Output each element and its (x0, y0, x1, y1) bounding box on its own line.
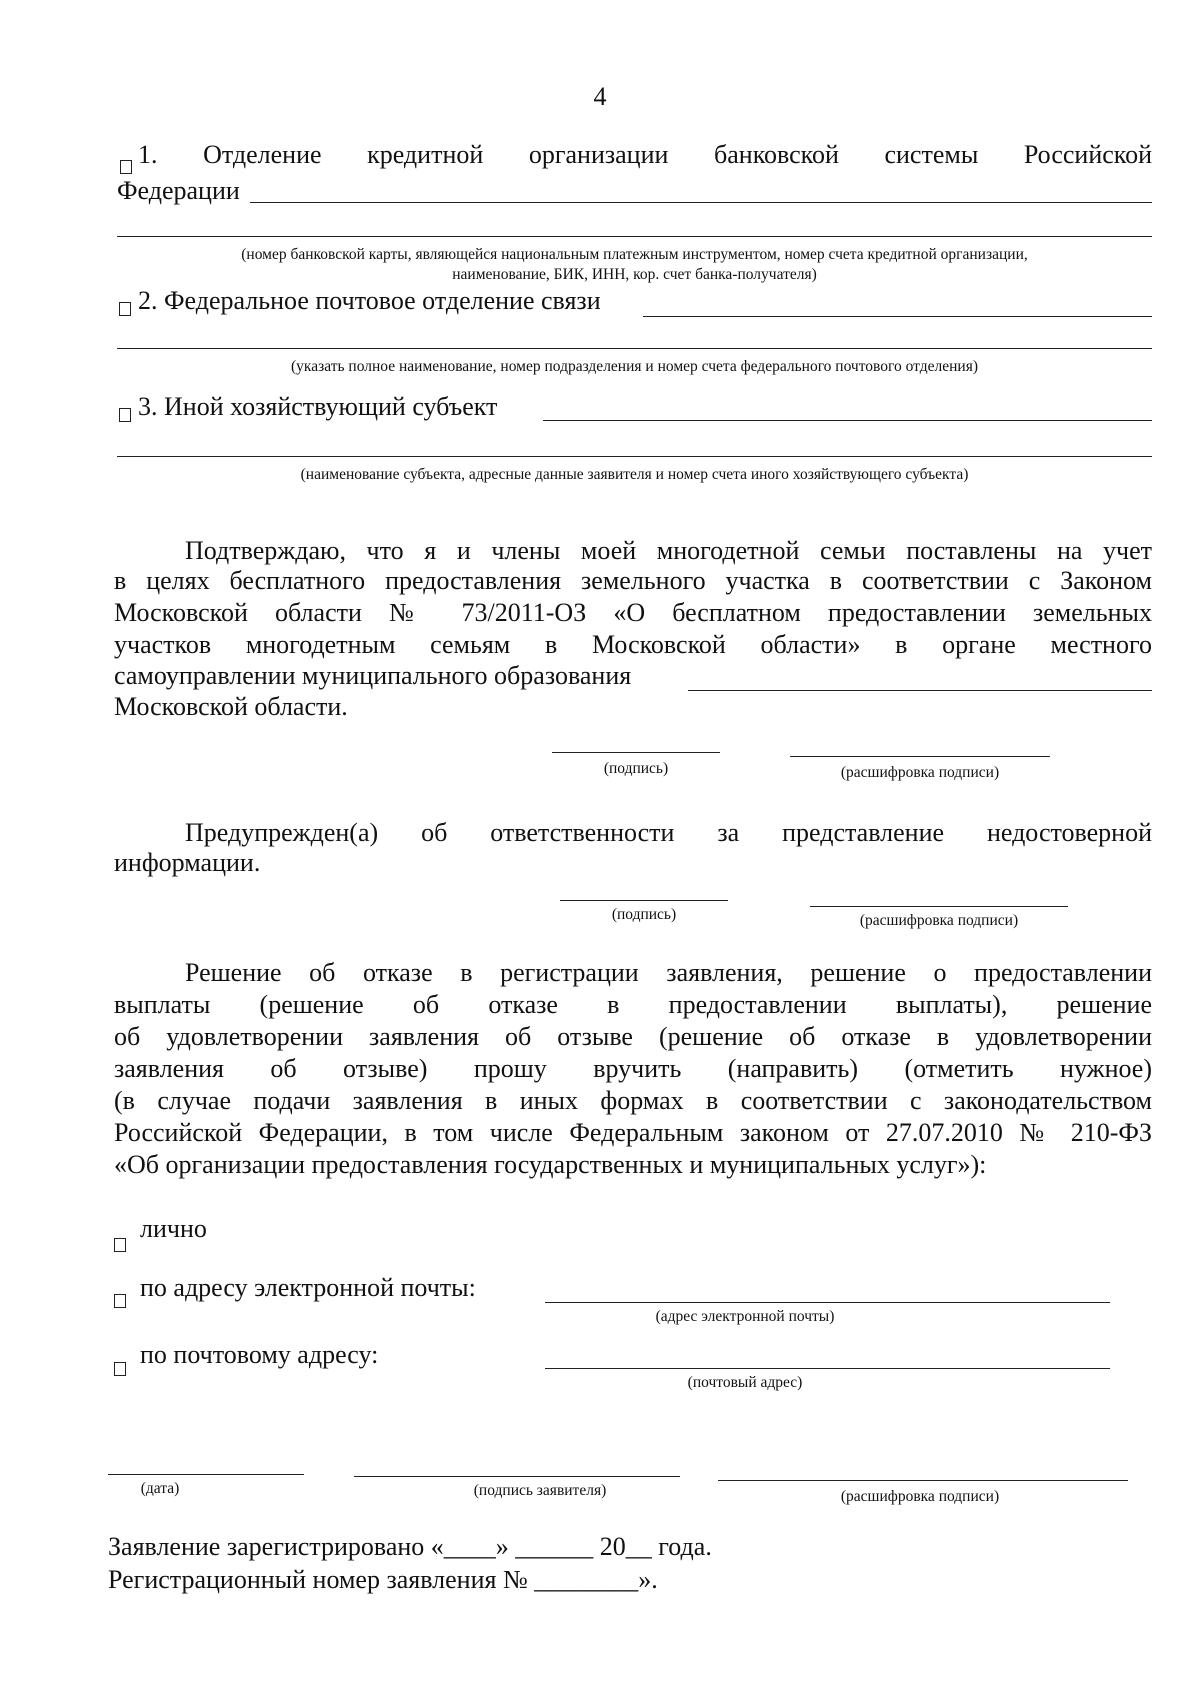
bank-details-line-2[interactable] (117, 236, 1152, 237)
bank-option-checkbox[interactable] (120, 160, 132, 174)
decision-line-3: об удовлетворении заявления об отзыве (решение об отказе в удовлетворении (114, 1022, 1152, 1051)
confirm-line-1: Подтверждаю, что я и члены моей многодетной семьи поставлены на учет (185, 536, 1152, 565)
applicant-decode-caption: (расшифровка подписи) (840, 1488, 1000, 1505)
warning-signature-line[interactable] (560, 900, 728, 901)
warning-line-1: Предупрежден(а) об ответственности за представление недостоверной (185, 818, 1152, 847)
decision-line-2: выплаты (решение об отказе в предоставлении выплаты), решение (114, 990, 1152, 1019)
post-office-details-caption: (указать полное наименование, номер подразделения и номер счета федерального почтового отделения) (291, 358, 978, 375)
other-entity-option-label: 3. Иной хозяйствующий субъект (138, 392, 498, 421)
registration-number-line: Регистрационный номер заявления № ________». (108, 1565, 658, 1594)
confirm-line-2: в целях бесплатного предоставления земельного участка в соответствии с Законом (114, 566, 1152, 595)
decision-line-1: Решение об отказе в регистрации заявления, решение о предоставлении (185, 958, 1152, 987)
post-delivery-label: по почтовому адресу: (140, 1340, 379, 1369)
applicant-signature-line[interactable] (354, 1476, 680, 1477)
other-entity-details-line-1[interactable] (543, 420, 1152, 421)
date-caption: (дата) (140, 1480, 180, 1497)
applicant-decode-line[interactable] (718, 1480, 1128, 1481)
confirm-decode-line[interactable] (790, 756, 1050, 757)
bank-details-caption-1: (номер банковской карты, являющейся национальным платежным инструментом, номер счета кредитной организации, (241, 246, 1028, 263)
email-address-caption: (адрес электронной почты) (655, 1308, 835, 1325)
warning-decode-caption: (расшифровка подписи) (859, 912, 1019, 929)
post-office-details-line-1[interactable] (643, 316, 1152, 317)
warning-line-2: информации. (114, 848, 261, 877)
bank-option-continuation: Федерации (117, 176, 240, 205)
bank-option-label: 1. Отделение кредитной организации банковской системы Российской (138, 140, 1152, 169)
email-delivery-checkbox[interactable] (114, 1294, 126, 1308)
confirm-signature-line[interactable] (552, 752, 720, 753)
other-entity-option-checkbox[interactable] (119, 408, 131, 422)
personal-delivery-checkbox[interactable] (114, 1238, 126, 1252)
postal-address-caption: (почтовый адрес) (687, 1374, 803, 1391)
confirm-decode-caption: (расшифровка подписи) (840, 764, 1000, 781)
post-office-option-label: 2. Федеральное почтовое отделение связи (138, 286, 601, 315)
email-address-line[interactable] (545, 1302, 1110, 1303)
registration-date-line: Заявление зарегистрировано «____» ______ 20__ года. (108, 1532, 712, 1561)
confirm-line-3: Московской области № 73/2011-ОЗ «О бесплатном предоставлении земельных (114, 598, 1152, 627)
other-entity-details-caption: (наименование субъекта, адресные данные заявителя и номер счета иного хозяйствующего субъекта) (300, 466, 969, 483)
applicant-signature-caption: (подпись заявителя) (473, 1482, 607, 1499)
email-delivery-label: по адресу электронной почты: (140, 1273, 476, 1302)
confirm-signature-caption: (подпись) (603, 760, 669, 777)
date-line[interactable] (108, 1474, 304, 1475)
post-office-details-line-2[interactable] (117, 348, 1152, 349)
decision-line-4: заявления об отзыве) прошу вручить (направить) (отметить нужное) (114, 1054, 1152, 1083)
postal-address-line[interactable] (545, 1368, 1110, 1369)
warning-signature-caption: (подпись) (611, 906, 677, 923)
page-number: 4 (593, 82, 607, 111)
municipality-line[interactable] (688, 690, 1152, 691)
personal-delivery-label: лично (140, 1214, 207, 1243)
post-office-option-checkbox[interactable] (119, 302, 131, 316)
warning-decode-line[interactable] (810, 906, 1068, 907)
other-entity-details-line-2[interactable] (117, 456, 1152, 457)
confirm-line-4: участков многодетным семьям в Московской области» в органе местного (114, 630, 1152, 659)
confirm-line-6: Московской области. (114, 692, 348, 721)
decision-line-7: «Об организации предоставления государственных и муниципальных услуг»): (114, 1150, 987, 1179)
bank-details-line-1[interactable] (250, 202, 1152, 203)
post-delivery-checkbox[interactable] (114, 1362, 126, 1376)
bank-details-caption-2: наименование, БИК, ИНН, кор. счет банка-получателя) (452, 266, 817, 283)
decision-line-5: (в случае подачи заявления в иных формах в соответствии с законодательством (114, 1086, 1152, 1115)
decision-line-6: Российской Федерации, в том числе Федеральным законом от 27.07.2010 № 210-ФЗ (114, 1118, 1152, 1147)
confirm-line-5: самоуправлении муниципального образования (114, 661, 632, 690)
